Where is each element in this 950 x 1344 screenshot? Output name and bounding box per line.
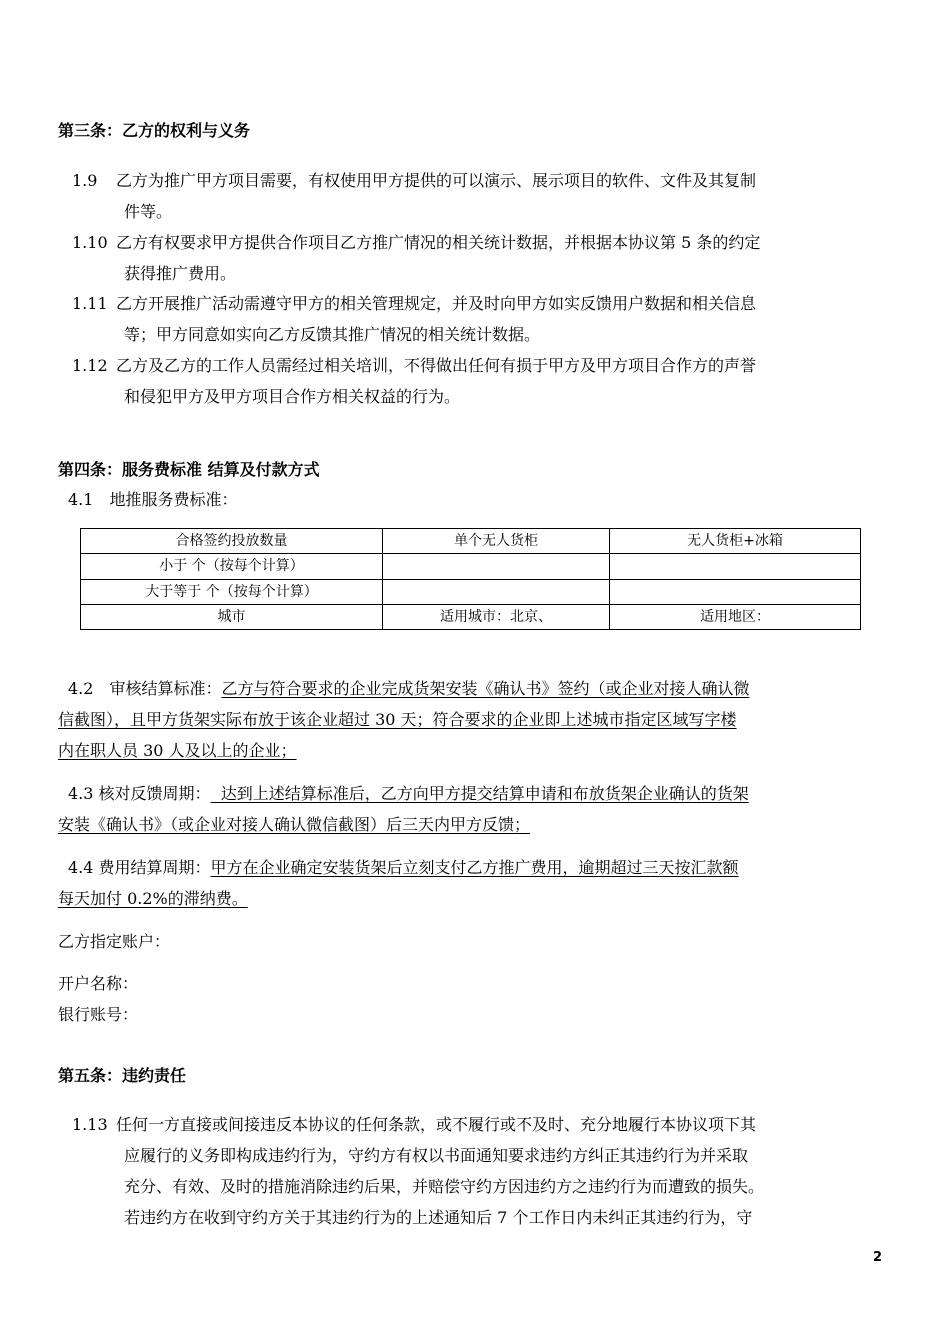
- clause-number: 1.11: [72, 294, 108, 313]
- clause-4-3: [68, 784, 749, 804]
- clause-line: 充分、有效、及时的措施消除违约后果，并赔偿守约方因违约方之违约行为而遭致的损失。: [124, 1177, 765, 1196]
- clause-line: 任何一方直接或间接违反本协议的任何条款，或不履行或不及时、充分地履行本协议项下其: [116, 1115, 757, 1134]
- clause-line: 乙方有权要求甲方提供合作项目乙方推广情况的相关统计数据，并根据本协议第 5 条的约定: [116, 233, 761, 252]
- section-4-title: 第四条：服务费标准 结算及付款方式: [58, 460, 320, 479]
- clause-text: 达到上述结算标准后，乙方向甲方提交结算申请和布放货架企业确认的货架: [210, 784, 749, 803]
- clause-1-9: [72, 171, 882, 191]
- clause-label: 4.2 审核结算标准：: [68, 679, 222, 698]
- clause-line: 获得推广费用。: [124, 264, 237, 283]
- clause-line: 等；甲方同意如实向乙方反馈其推广情况的相关统计数据。: [124, 325, 541, 344]
- table-row: [81, 554, 861, 579]
- table-header-cell: 单个无人货柜: [383, 529, 610, 554]
- clause-line: 应履行的义务即构成违约行为，守约方有权以书面通知要求违约方纠正其违约行为并采取: [124, 1146, 749, 1165]
- table-header-cell: 无人货柜+冰箱: [610, 529, 861, 554]
- subsection-4-1: 4.1 地推服务费标准：: [68, 490, 238, 509]
- clause-1-13: [72, 1115, 757, 1135]
- section-5-title: 第五条：违约责任: [58, 1066, 187, 1085]
- clause-text: 甲方在企业确定安装货架后立刻支付乙方推广费用，逾期超过三天按汇款额: [210, 858, 739, 877]
- section-3-title: 第三条：乙方的权利与义务: [58, 121, 251, 140]
- table-row: [81, 604, 861, 629]
- table-header-row: [81, 529, 861, 554]
- clause-line: 乙方开展推广活动需遵守甲方的相关管理规定，并及时向甲方如实反馈用户数据和相关信息: [116, 294, 757, 313]
- clause-number: 1.13: [72, 1115, 108, 1134]
- table-cell: [610, 554, 861, 579]
- clause-number: 1.9: [72, 171, 98, 190]
- table-cell: 适用城市：北京、: [383, 604, 610, 629]
- table-row: [81, 579, 861, 604]
- table-cell: 城市: [81, 604, 383, 629]
- clause-text: 内在职人员 30 人及以上的企业；: [58, 741, 297, 760]
- table-cell: 小于 个（按每个计算）: [81, 554, 383, 579]
- clause-label: 4.4 费用结算周期：: [68, 858, 211, 877]
- clause-line: 乙方及乙方的工作人员需经过相关培训，不得做出任何有损于甲方及甲方项目合作方的声誉: [116, 356, 757, 375]
- clause-text: 每天加付 0.2%的滞纳费。: [58, 889, 248, 908]
- table-cell: 适用地区：: [610, 604, 861, 629]
- table-cell: 大于等于 个（按每个计算）: [81, 579, 383, 604]
- bank-account-label: 银行账号：: [58, 1005, 139, 1024]
- clause-line: 若违约方在收到守约方关于其违约行为的上述通知后 7 个工作日内未纠正其违约行为，守: [124, 1208, 753, 1227]
- clause-text: 安装《确认书》（或企业对接人确认微信截图）后三天内甲方反馈；: [58, 815, 531, 834]
- table-header-cell: 合格签约投放数量: [81, 529, 383, 554]
- clause-label: 4.3 核对反馈周期：: [68, 784, 211, 803]
- table-cell: [610, 579, 861, 604]
- table-cell: [383, 554, 610, 579]
- clause-line: 件等。: [124, 202, 173, 221]
- clause-text: 乙方与符合要求的企业完成货架安装《确认书》签约（或企业对接人确认微: [221, 679, 750, 698]
- clause-number: 1.10: [72, 233, 108, 252]
- clause-1-12: [72, 356, 757, 376]
- account-name-label: 开户名称：: [58, 974, 139, 993]
- page-number: 2: [873, 1250, 883, 1265]
- account-label: 乙方指定账户：: [58, 932, 171, 951]
- clause-1-10: [72, 233, 761, 253]
- clause-text: 信截图），且甲方货架实际布放于该企业超过 30 天；符合要求的企业即上述城市指定区域写字楼: [58, 710, 737, 729]
- clause-line: 和侵犯甲方及甲方项目合作方相关权益的行为。: [124, 387, 461, 406]
- clause-4-4: [68, 858, 739, 878]
- clause-4-2: [68, 679, 749, 699]
- clause-1-11: [72, 294, 757, 314]
- clause-number: 1.12: [72, 356, 108, 375]
- table-cell: [383, 579, 610, 604]
- service-fee-table: [80, 528, 861, 630]
- clause-line: 乙方为推广甲方项目需要，有权使用甲方提供的可以演示、展示项目的软件、文件及其复制: [116, 171, 757, 190]
